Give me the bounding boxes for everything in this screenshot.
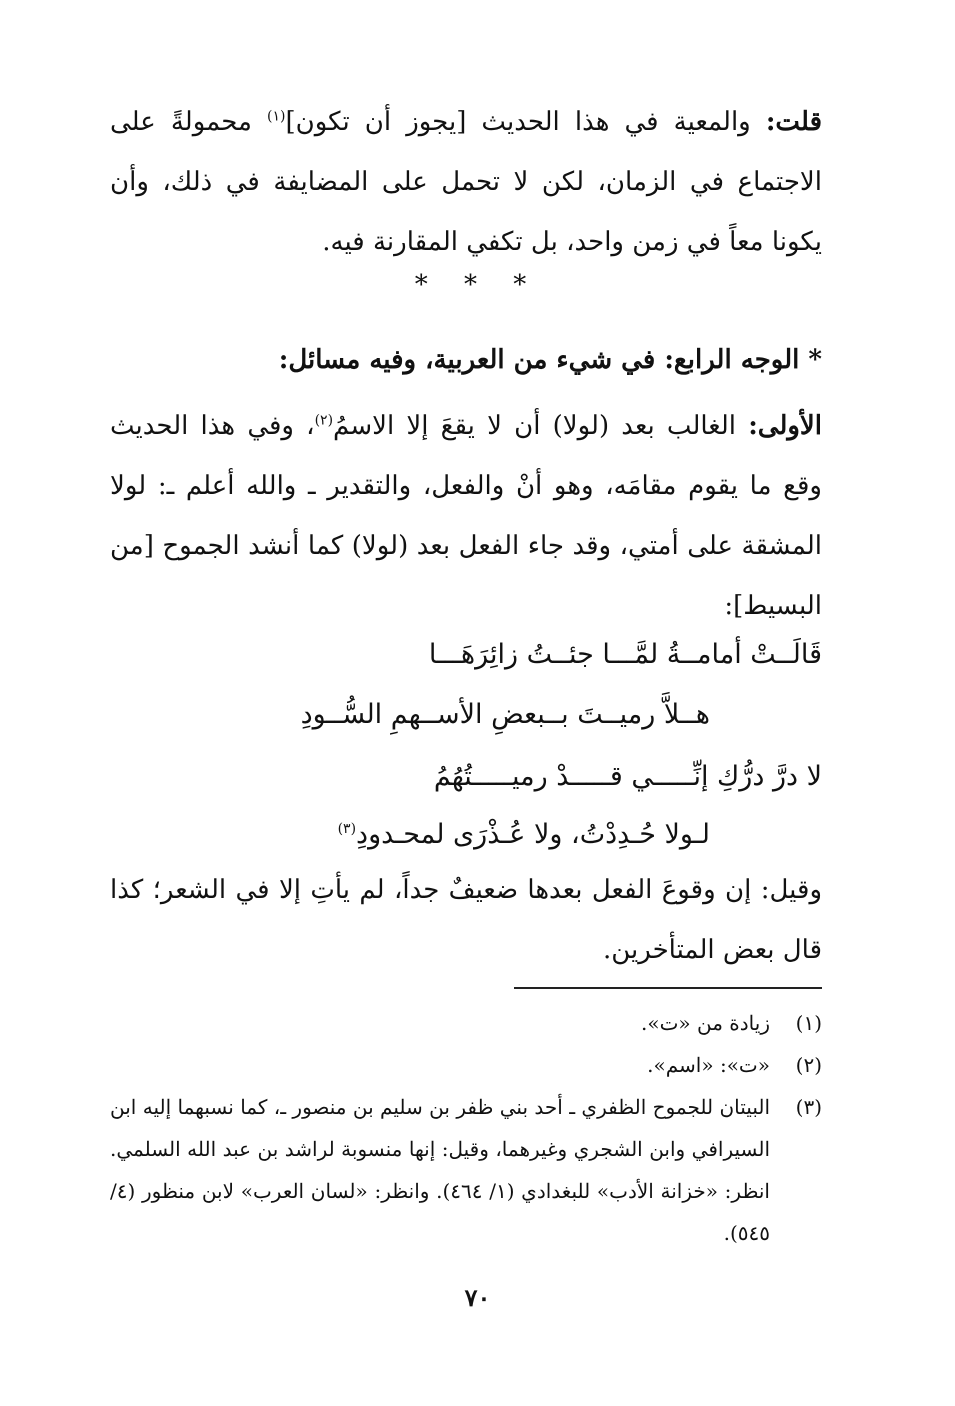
footnote-item bbox=[110, 1044, 822, 1086]
paragraph-qil: وقيل: إن وقوعَ الفعل بعدها ضعيفٌ جداً، لم يأتِ إلا في الشعر؛ كذا قال بعض المتأخرين. bbox=[110, 875, 822, 965]
poem-line-3: لا درَّ درُّكِ إنِّـــــي قـــــدْ رميـــــتُهُمُ bbox=[433, 761, 822, 792]
footnote-item bbox=[110, 1002, 822, 1044]
paragraph-text: الغالب بعد (لولا) أن لا يقعَ إلا الاسمُ bbox=[333, 411, 749, 441]
paragraph-text: والمعية في هذا الحديث [يجوز أن تكون] bbox=[285, 107, 766, 137]
section-heading: * الوجه الرابع: في شيء من العربية، وفيه مسائل: bbox=[278, 345, 822, 375]
footnote-text: «ت»: «اسم». bbox=[647, 1053, 770, 1077]
paragraph-qult bbox=[110, 92, 822, 272]
footnote-item bbox=[110, 1086, 822, 1254]
footnote-number: (٢) bbox=[795, 1053, 822, 1077]
footnote-ref: (٢) bbox=[314, 412, 334, 429]
paragraph-text: ، وفي هذا الحديث وقع ما يقوم مقامَه، وهو أنْ والفعل، والتقدير ـ والله أعلم ـ: لولا المشقة على أمتي، وقد جاء الفعل بعد (لولا) كما أنشد الجموح [من البسيط]: bbox=[110, 411, 822, 621]
poem-line-1: قَالَــتْ أمامــةُ لمَّـــا جئــتُ زائِرَهَـــا bbox=[428, 639, 822, 670]
poem-line-text: لـولا حُـدِدْتُ، ولا عُـذْرَى لمحـدودِ bbox=[356, 819, 710, 850]
footnote-divider bbox=[514, 987, 822, 989]
footnote-text: زيادة من «ت». bbox=[640, 1011, 770, 1035]
poem-line-2: هــلاَّ رميــتَ بــبعضِ الأســهمِ السُّــودِ bbox=[300, 699, 710, 730]
footnote-ref: (٣) bbox=[337, 821, 357, 837]
footnote-number: (٣) bbox=[795, 1095, 822, 1119]
footnote-text: البيتان للجموح الظفري ـ أحد بني ظفر بن سليم بن منصور ـ، كما نسبهما إليه ابن السيرافي وابن الشجري وغيرهما، وقيل: إنها منسوبة لراشد بن عبد الله السلمي. انظر: «خزانة الأدب» للبغدادي (١/ ٤٦٤). وانظر: «لسان العرب» لابن منظور (٤/ ٥٤٥). bbox=[110, 1095, 770, 1245]
paragraph-text: محمولةً على الاجتماع في الزمان، لكن لا تحمل على المضايفة في ذلك، وأن يكونا معاً في زمن واحد، بل تكفي المقارنة فيه. bbox=[110, 107, 822, 257]
footnote-number: (١) bbox=[795, 1011, 822, 1035]
paragraph-first-issue bbox=[110, 396, 822, 636]
paragraph-lead: الأولى: bbox=[748, 411, 822, 441]
footnote-ref: (١) bbox=[266, 108, 286, 125]
poem-line-4 bbox=[338, 810, 710, 860]
page-number: ٧٠ bbox=[464, 1283, 491, 1312]
section-separator: * * * bbox=[414, 270, 541, 300]
footnotes bbox=[110, 1002, 822, 1254]
paragraph-lead: قلت: bbox=[765, 107, 822, 137]
